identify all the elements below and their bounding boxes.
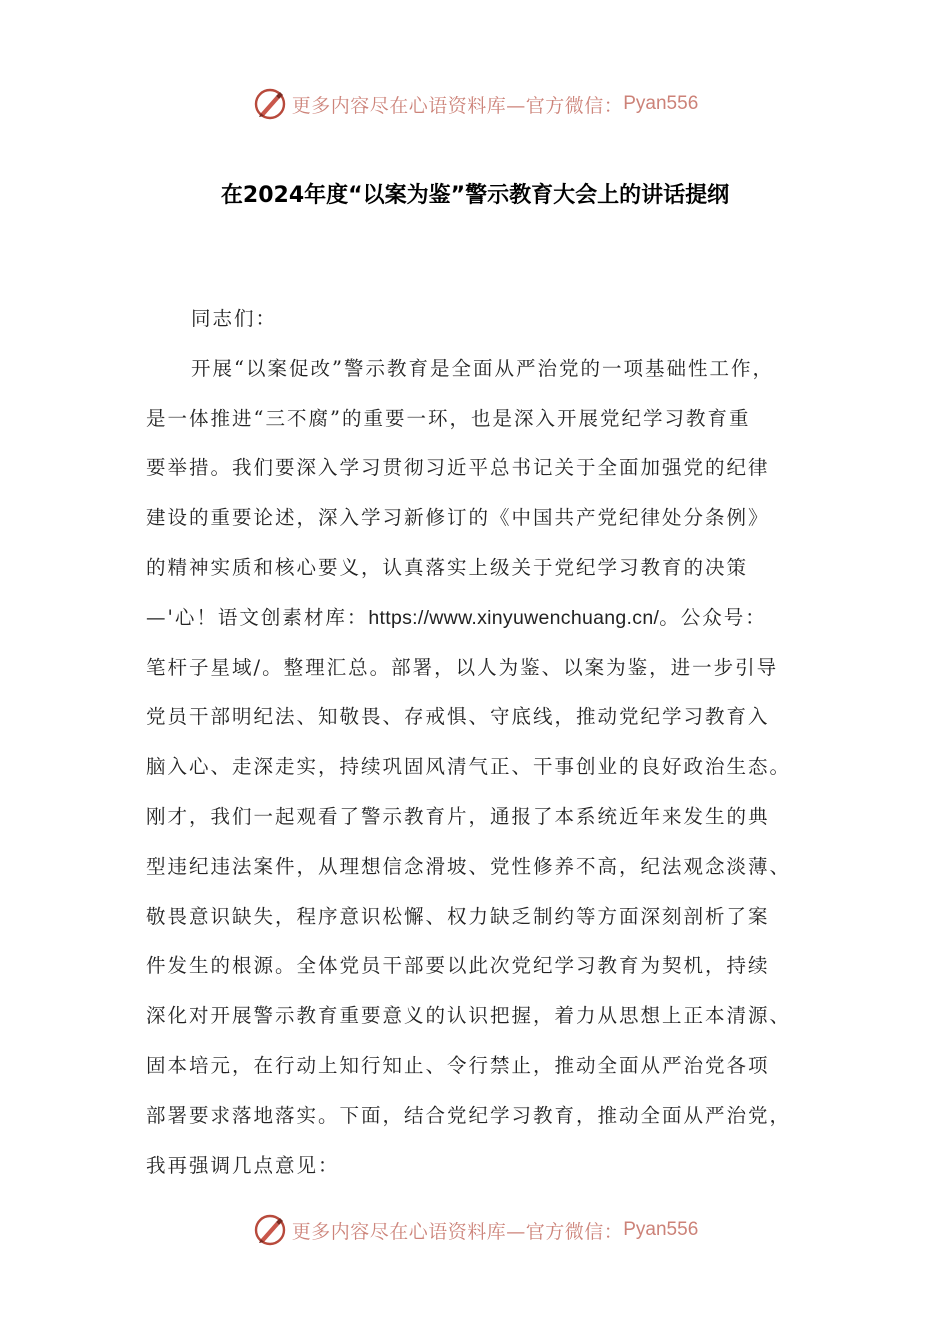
watermark-id: Pyan556 <box>623 1219 699 1240</box>
paragraph-line: 是一体推进“三不腐”的重要一环，也是深入开展党纪学习教育重 <box>146 406 751 430</box>
paragraph-line: 我再强调几点意见： <box>146 1153 340 1177</box>
paragraph-line: 部署要求落地落实。下面，结合党纪学习教育，推动全面从严治党， <box>146 1103 792 1127</box>
footer-watermark <box>0 1208 950 1252</box>
document-body <box>146 294 824 1190</box>
url-line-prefix: —'心！语文创素材库： <box>146 605 369 629</box>
document-title: 在2024年度“以案为鉴”警示教育大会上的讲话提纲 <box>220 183 730 208</box>
url-line <box>146 593 824 643</box>
paragraph-line: 开展“以案促改”警示教育是全面从严治党的一项基础性工作， <box>191 356 774 380</box>
paragraph-line: 深化对开展警示教育重要意义的认识把握，着力从思想上正本清源、 <box>146 1004 792 1028</box>
source-url-link[interactable]: https://www.xinyuwenchuang.cn/ <box>368 606 660 629</box>
paragraph-line: 刚才，我们一起观看了警示教育片，通报了本系统近年来发生的典 <box>146 804 770 828</box>
greeting: 同志们： <box>191 307 278 330</box>
paragraph-line: 件发生的根源。全体党员干部要以此次党纪学习教育为契机，持续 <box>146 954 770 978</box>
watermark-text: 更多内容尽在心语资料库—官方微信： <box>291 1220 624 1243</box>
paragraph-line: 固本培元，在行动上知行知止、令行禁止，推动全面从严治党各项 <box>146 1053 770 1077</box>
paragraph-line: 的精神实质和核心要义，认真落实上级关于党纪学习教育的决策 <box>146 555 749 579</box>
pen-logo-icon <box>252 1212 288 1248</box>
pen-logo-icon <box>252 86 288 122</box>
url-line-suffix: 。公众号： <box>659 605 767 629</box>
paragraph-line: 笔杆子星域/。整理汇总。部署，以人为鉴、以案为鉴，进一步引导 <box>146 655 779 679</box>
header-watermark <box>0 82 950 126</box>
paragraph-line: 党员干部明纪法、知敬畏、存戒惧、守底线，推动党纪学习教育入 <box>146 705 770 729</box>
paragraph-line: 建设的重要论述，深入学习新修订的《中国共产党纪律处分条例》 <box>146 506 770 530</box>
paragraph-line: 型违纪违法案件，从理想信念滑坡、党性修养不高，纪法观念淡薄、 <box>146 854 792 878</box>
paragraph-line: 脑入心、走深走实，持续巩固风清气正、干事创业的良好政治生态。 <box>146 755 792 779</box>
paragraph-line: 要举措。我们要深入学习贯彻习近平总书记关于全面加强党的纪律 <box>146 456 770 480</box>
paragraph-line: 敬畏意识缺失，程序意识松懈、权力缺乏制约等方面深刻剖析了案 <box>146 904 770 928</box>
watermark-id: Pyan556 <box>623 93 699 114</box>
watermark-text: 更多内容尽在心语资料库—官方微信： <box>291 94 624 117</box>
